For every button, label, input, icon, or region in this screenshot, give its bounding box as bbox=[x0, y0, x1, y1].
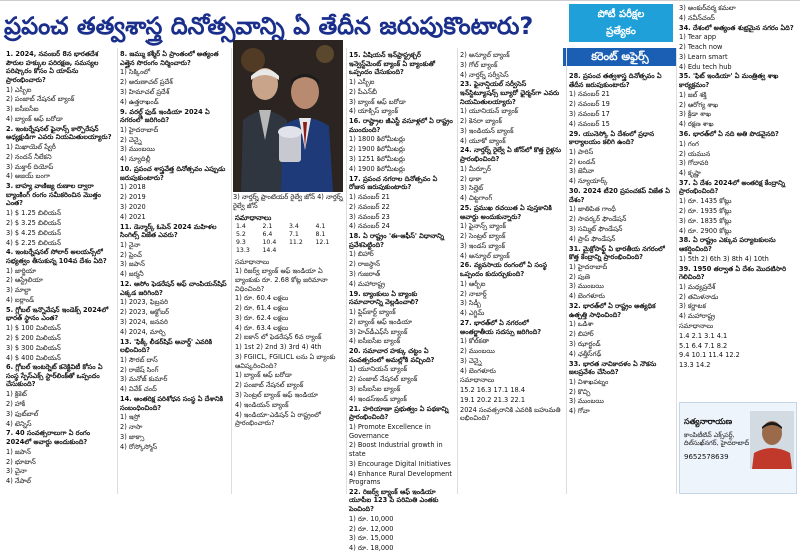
text-line: 3) 2020 bbox=[120, 202, 146, 211]
text-line: 4) అజయ్ బంగా bbox=[6, 172, 50, 181]
text-line: 3) గోల్ బ్యాంక్ bbox=[460, 60, 498, 69]
text-line: 3) హెచ్‌డీఎఫ్‌సీ బ్యాంక్ bbox=[349, 327, 408, 336]
author-card bbox=[679, 402, 797, 494]
text-line: 1) బిహార్ bbox=[349, 250, 374, 259]
text-line: 24. నార్తర్న్ రైల్వే ఏ జోన్‌లో కొత్త రైళ్లను ప్రారంభించింది? bbox=[460, 146, 562, 164]
text-line: 5. గ్లోబల్ ఇన్నొవేషన్ ఇండెక్స్ 2024లో భారత్ స్థానం ఎంత? bbox=[6, 305, 109, 323]
text-line: 7. 40 సంవత్సరాలుగా ఏ రంగం 2024లో అవార్డు అందుకుంది? bbox=[6, 429, 91, 446]
text-line: 3) మనోజ్ కుమార్ bbox=[120, 375, 168, 384]
column-4 bbox=[349, 51, 453, 553]
photo-caption: 3) నార్తర్న్ ఫ్రాంటియర్ రైల్వే జోన్ 4) నార్తర్న్ రైల్వే జోన్ bbox=[233, 193, 343, 210]
text-line: 3) ఇండస్ బ్యాంక్ bbox=[460, 241, 506, 250]
answer-row bbox=[235, 231, 341, 239]
text-line: 4) $ 400 మిలియన్ bbox=[6, 353, 61, 362]
special-box-line2: ప్రత్యేకం bbox=[606, 26, 636, 37]
text-line: 3) నవంబర్ 23 bbox=[349, 212, 390, 221]
text-line: 2) 2023, అక్టోబర్ bbox=[120, 308, 170, 317]
text-line: 4) ఉత్తరాఖండ్ bbox=[120, 97, 159, 106]
text-line: 2) $ 3.25 బిలియన్ bbox=[6, 218, 61, 227]
award-photo-illustration bbox=[233, 40, 343, 192]
column-7 bbox=[679, 4, 797, 399]
column-5 bbox=[460, 51, 564, 495]
text-line: 1) జార్జియా bbox=[6, 266, 37, 275]
text-line: 1) విశాఖపట్నం bbox=[569, 377, 609, 386]
text-line: 4) రోస్కోస్మోస్ bbox=[120, 442, 158, 451]
text-line: 3) ఫుట్‌బాల్ bbox=[6, 409, 39, 418]
text-line: 11. డెన్మార్క్ ఓపెన్ 2024 మహిళల సింగిల్స్ విజేత ఎవరు? bbox=[120, 222, 217, 240]
text-line: 4) రూ. 18,000 bbox=[349, 544, 394, 553]
text-line: 1) జాతిపిత గాంధీ bbox=[569, 205, 616, 214]
text-line: 2) $ 200 మిలియన్ bbox=[6, 333, 61, 342]
text-line: 9. వరల్డ్ ఫుడ్ ఇండియా 2024 ఏ నగరంలో జరిగింది? bbox=[120, 107, 210, 125]
text-line: 2) అరుణాచల్ ప్రదేశ్ bbox=[120, 78, 173, 87]
answer-cell bbox=[315, 247, 342, 255]
special-box-line1: పోటీ పరీక్షల bbox=[597, 9, 645, 20]
text-line: 1) ఎస్బీఐ bbox=[6, 85, 32, 94]
text-line: 1) సౌరబ్ దాస్ bbox=[120, 355, 158, 364]
answer-cell: 5.2 bbox=[236, 230, 246, 238]
answer-cell: 7.1 bbox=[289, 230, 299, 238]
text-line: 4) వివేక్ చంద్ bbox=[120, 385, 157, 394]
answer-row bbox=[235, 247, 341, 255]
text-line: 4) నవంబర్ 15 bbox=[569, 119, 610, 128]
text-line: 3) సిడ్బీ bbox=[460, 299, 481, 308]
answer-cell: 8.1 bbox=[315, 230, 326, 238]
text-line: 2) పీఎన్‌బీ bbox=[349, 87, 377, 96]
text-line: 4) బెంగళూరు bbox=[569, 292, 605, 301]
text-line: 1) నవంబర్ 21 bbox=[569, 90, 610, 99]
text-line: 4) ఇండస్‌ఇండ్ బ్యాంక్ bbox=[349, 394, 407, 403]
text-line: 4) నార్తర్న్ సర్వీసెస్ bbox=[460, 70, 509, 79]
answer-row bbox=[235, 223, 341, 231]
avatar-illustration bbox=[750, 411, 794, 469]
text-line: 3) Encourage Digital Initiatives bbox=[349, 459, 451, 468]
answer-cell: 13.3 bbox=[236, 246, 250, 254]
text-line: 2) చెన్నై bbox=[120, 135, 142, 144]
text-line: 3) ముంబయి bbox=[569, 282, 604, 291]
text-line: 2) నవంబర్ 22 bbox=[349, 202, 390, 211]
text-line: 3) ఐసీఐసీఐ బ్యాంక్ bbox=[349, 385, 401, 394]
answer-cell: 4.1 bbox=[315, 222, 326, 230]
text-line: 18. ఏ రాష్ట్రం 'ఈ-ఆఫీస్' విధానాన్ని ప్రవేశపెట్టింది? bbox=[349, 232, 445, 249]
column-divider bbox=[676, 48, 677, 494]
text-line: 2) యమున bbox=[679, 149, 711, 158]
text-line: 3) సిల్హెట్ bbox=[460, 184, 484, 193]
text-line: 4) 2021 bbox=[120, 212, 146, 221]
text-line: 2024 సంవత్సరానికి ఎవరికి బహుమతి లభించింది? bbox=[460, 405, 561, 423]
text-line: 2) హాకీ bbox=[6, 400, 26, 409]
author-avatar bbox=[750, 411, 794, 469]
text-line: 3) ఇండియన్ బ్యాంక్ bbox=[460, 126, 514, 135]
answer-cell: 12.1 bbox=[315, 238, 330, 246]
text-line: సమాధానాలు bbox=[460, 376, 495, 385]
answer-cell bbox=[288, 247, 315, 255]
text-line: 21. హరియాణా ప్రభుత్వం ఏ పథకాన్ని ప్రారంభించింది? bbox=[349, 404, 449, 422]
text-line: 2) ఆస్ట్రేలియా bbox=[6, 276, 43, 285]
text-line: 2) పంజాబ్ నేషనల్ బ్యాంక్ bbox=[349, 375, 418, 384]
text-line: 38. ఏ రాష్ట్రం ఎక్కువ పర్యాటకులను ఆకర్షించింది? bbox=[679, 236, 776, 253]
text-line: 1) Tear app bbox=[679, 33, 717, 42]
answer-cell: 6.4 bbox=[262, 230, 273, 238]
text-line: 1) బ్యాంక్ ఆఫ్ బరోడా bbox=[235, 371, 292, 380]
answer-cell: 1.4 bbox=[236, 222, 246, 230]
text-line: 4) యూకో బ్యాంక్ bbox=[460, 136, 506, 145]
text-line: 1) ఫ్లిప్‌కార్ట్ బ్యాంక్ bbox=[349, 307, 396, 316]
text-line: 3) చైనా bbox=[6, 467, 27, 476]
text-line: సమాధానాలు bbox=[235, 257, 270, 266]
text-line: 2) ఫ్రెంచ్ bbox=[120, 250, 142, 259]
text-line: 2) రాజస్థాన్ bbox=[349, 260, 381, 269]
text-line: 26. వ్యవసాయ రంగంలో ఏ సంస్థ ఒప్పందం కుదుర్చుకుంది? bbox=[460, 261, 547, 279]
text-line: 1) నవంబర్ 21 bbox=[349, 192, 390, 201]
text-line: 2) ఆరోగ్య శాఖ bbox=[679, 100, 719, 109]
text-line: 2) నందన్ నీలేకని bbox=[6, 152, 52, 161]
special-box bbox=[569, 4, 673, 64]
text-line: 32. భారత్‌లో ఏ రాష్ట్రం అత్యధిక ఉత్పత్తి సాధించింది? bbox=[569, 302, 656, 319]
text-line: 4) మహారాష్ట్ర bbox=[679, 312, 715, 321]
text-line: 3) ముంబయి bbox=[569, 397, 604, 406]
text-line: 30. 2024 టీ20 ప్రపంచకప్ విజేత ఏ దేశం? bbox=[569, 187, 670, 204]
text-line: 1) 1st 2) 2nd 3) 3rd 4) 4th bbox=[235, 343, 322, 352]
text-line: 3) జెనీవా bbox=[569, 167, 595, 176]
text-line: 4) $ 2.25 బిలియన్ bbox=[6, 238, 61, 247]
text-line: 4) మహారాష్ట్ర bbox=[349, 279, 385, 288]
text-line: 37. ఏ దేశం 2024లో అంతరిక్ష కేంద్రాన్ని ప్రారంభించింది? bbox=[679, 178, 786, 196]
text-line: 4) రూ. 63.4 లక్షలు bbox=[235, 323, 289, 332]
text-line: 2) నాబార్డ్ bbox=[460, 289, 487, 298]
text-line: 1) రిజర్వ్ బ్యాంక్ ఆఫ్ ఇండియా ఏ బ్యాంకుకు రూ. 2.68 కోట్ల జరిమానా విధించింది? bbox=[235, 267, 328, 293]
text-line: 1) కోల్‌కతా bbox=[460, 337, 490, 346]
text-line: 4) న్యూయార్క్ bbox=[569, 177, 608, 186]
text-line: 1) ఇస్రో bbox=[120, 413, 141, 422]
text-line: 2) Teach now bbox=[679, 43, 723, 52]
author-name: సత్యనారాయణ bbox=[684, 417, 733, 426]
page-headline: ప్రపంచ తత్వశాస్త్ర దినోత్సవాన్ని ఏ తేదీన జరుపుకొంటారు? bbox=[4, 12, 534, 40]
text-line: 3) జాక్సా bbox=[120, 432, 145, 441]
text-line: 3) $ 4.25 బిలియన్ bbox=[6, 228, 61, 237]
text-line: 4) కృష్ణా bbox=[679, 169, 701, 178]
text-line: 2) రూ. 12,000 bbox=[349, 524, 394, 533]
text-line: 1) మధ్యప్రదేశ్ bbox=[679, 282, 716, 291]
text-line: 1) రూ. 60.4 లక్షలు bbox=[235, 294, 289, 303]
text-line: 1) Promote Excellence in Governance bbox=[349, 422, 431, 440]
text-line: 36. భారత్‌లో ఏ నది అతి పొడవైనది? bbox=[679, 129, 779, 138]
author-phone: 9652578639 bbox=[684, 453, 729, 461]
text-line: 4) నవీన్‌చంద్ bbox=[679, 13, 715, 22]
answer-cell: 9.3 bbox=[236, 238, 246, 246]
text-line: 10. ప్రపంచ శాస్త్రవేత్త దినోత్సవం ఎప్పుడు జరుపుకుంటారు? bbox=[120, 165, 226, 182]
text-line: 2) ఐకాన్ లో ఫెడరేషన్ 6వ ర్యాంక్ bbox=[235, 333, 322, 342]
text-line: 2) కొచ్చి bbox=[569, 387, 591, 396]
answer-cell: 3.4 bbox=[289, 222, 299, 230]
text-line: 2) బిహార్ bbox=[569, 330, 594, 339]
text-line: 3) FGIICL, FGILICL లను ఏ బ్యాంకు ఆవిష్కరించింది? bbox=[235, 353, 336, 370]
text-line: 3) అంకుర్‌వర్మ కమలా bbox=[679, 4, 736, 12]
text-line: 1) $ 100 మిలియన్ bbox=[6, 324, 61, 333]
text-line: 1) $ 1.25 బిలియన్ bbox=[6, 209, 61, 218]
text-line: 4) 2024, మార్చి bbox=[120, 327, 166, 336]
text-line: 3) రూ. 1835 కోట్లు bbox=[679, 216, 732, 225]
column-6 bbox=[569, 72, 673, 494]
top-border bbox=[0, 0, 800, 1]
text-line: 1) నైనా bbox=[120, 240, 141, 249]
text-line: 34. దేశంలో అత్యంత శుభ్రమైన నగరం ఏది? bbox=[679, 23, 794, 32]
column-divider bbox=[231, 48, 232, 494]
text-line: 3) రూ. 62.4 లక్షలు bbox=[235, 313, 289, 322]
text-line: 5.1 6.4 7.1 8.2 bbox=[679, 341, 728, 350]
text-line: 4) రక్షణ శాఖ bbox=[679, 120, 714, 129]
text-line: 2) సావర్కర్ ఫౌండేషన్ bbox=[569, 215, 627, 224]
text-line: 1) క్రికెట్ bbox=[6, 390, 27, 399]
text-line: 2) పంజాబ్ నేషనల్ బ్యాంక్ bbox=[235, 381, 304, 390]
text-line: 3) బ్యాంక్ ఆఫ్ బరోడా bbox=[349, 97, 406, 106]
text-line: 25. ప్రముఖ రచయిత ఏ పుస్తకానికి అవార్డు అందుకున్నారు? bbox=[460, 203, 552, 221]
column-1 bbox=[6, 50, 114, 494]
text-line: 4) ప్రాప్ ఫౌండేషన్ bbox=[569, 234, 616, 243]
text-line: 3) కర్ణాటక bbox=[679, 302, 707, 311]
text-line: 39. 1950 తర్వాత ఏ దేశం మొదటిసారి గెలిచింది? bbox=[679, 264, 786, 282]
text-line: 17. ప్రపంచ నగరాల దినోత్సవం ఏ రోజున జరుపుకుంటారు? bbox=[349, 174, 438, 192]
text-line: 4) యాక్సిస్ బ్యాంక్ bbox=[349, 107, 399, 116]
text-line: 8. జమ్ము కశ్మీర్ ఏ ప్రాంతంలో అత్యంత ఎత్తైన సొరంగం నిర్మించారు? bbox=[120, 50, 219, 67]
column-2 bbox=[120, 50, 228, 494]
text-line: 1) ఫైనాన్స్ బ్యాంక్ bbox=[460, 222, 506, 231]
text-line: 2) ఢాకా bbox=[460, 174, 482, 183]
text-line: 4) నేపాల్ bbox=[6, 477, 31, 486]
text-line: 2) నాసా bbox=[120, 423, 143, 432]
answer-cell: 2.1 bbox=[262, 222, 273, 230]
text-line: 2. ఇంటర్నేషనల్ ఫైనాన్స్ కార్పొరేషన్ అధ్యక్షుడిగా ఎవరు నియమితులయ్యారు? bbox=[6, 124, 112, 142]
text-line: 6. గ్లోబల్ ఇంటర్నెట్ కనెక్టివిటీ కోసం ఏ సంస్థ స్పేస్‌ఎక్స్ స్టార్‌లింక్‌తో ఒప్పందం చేసుకుంది? bbox=[6, 363, 103, 389]
text-line: 1) గంగ bbox=[679, 139, 699, 148]
text-line: 4) ఐసీఐసీఐ బ్యాంక్ bbox=[349, 337, 401, 346]
text-line: 4) ఛత్తీస్‌గఢ్ bbox=[569, 349, 602, 358]
text-line: 23. ఫైనాన్షియల్ సర్వీసెస్ ఇన్‌స్టిట్యూషన్స్ బ్యూరో ఛైర్మన్‌గా ఎవరు నియమితులయ్యారు? bbox=[460, 80, 560, 106]
text-line: 1) హైదరాబాద్ bbox=[569, 262, 608, 271]
text-line: 3) గోదావరి bbox=[679, 159, 709, 168]
text-line: 15.2 16.3 17.1 18.4 bbox=[460, 386, 526, 395]
text-line: 4) టెన్నిస్ bbox=[6, 419, 32, 428]
text-line: 4) బ్యాంక్ ఆఫ్ బరోడా bbox=[6, 114, 63, 123]
text-line: 4) ఎగ్జిమ్ bbox=[460, 309, 485, 318]
answer-row bbox=[235, 239, 341, 247]
text-line: 29. యునెస్కో ఏ దేశంలో ప్రధాన కార్యాలయం కలిగి ఉంది? bbox=[569, 129, 655, 147]
column-divider bbox=[346, 48, 347, 494]
author-role: కాంపిటీటివ్ ఎక్స్‌పర్ట్, దిల్‌సుఖ్‌నగర్, హైదరాబాద్ bbox=[684, 431, 750, 447]
text-line: 1) సిక్కింలో bbox=[120, 68, 151, 77]
text-line: 2) Boost Industrial growth in state bbox=[349, 441, 443, 458]
text-line: 19.1 20.2 21.3 22.1 bbox=[460, 396, 526, 404]
text-line: సమాధానాలు bbox=[679, 322, 714, 331]
text-line: 1) జల్ శక్తి bbox=[679, 90, 707, 99]
text-line: 19. బ్యాంకులు ఏ బ్యాంకు సమాచారాన్ని వెల్లడించాలి? bbox=[349, 289, 419, 307]
text-line: 28. ప్రపంచ తత్వశాస్త్ర దినోత్సవం ఏ తేదీన జరుపుకుంటారు? bbox=[569, 72, 662, 89]
text-line: 2) సెంట్రల్ బ్యాంక్ bbox=[460, 232, 506, 241]
text-line: 14. అంతరిక్ష పరిశోధన సంస్థ ఏ దేశానికి సంబంధించింది? bbox=[120, 395, 224, 412]
text-line: 1) రూ. 10,000 bbox=[349, 514, 394, 523]
text-line: 4) 1900 కిలోమీటర్లు bbox=[349, 164, 406, 173]
text-line: 20. సమాచార హక్కు చట్టం ఏ సంవత్సరంలో అమల్లోకి వచ్చింది? bbox=[349, 347, 435, 364]
answer-cell: 11.2 bbox=[289, 238, 303, 246]
text-line: 4. ఇంటర్నేషనల్ సోలార్ అలయన్స్‌లో సభ్యత్వం తీసుకున్న 104వ దేశం ఏది? bbox=[6, 248, 107, 265]
column-divider bbox=[117, 48, 118, 494]
text-line: 1) మిఖాయెల్ ష్వేరీ bbox=[6, 143, 56, 152]
text-line: 2) నవంబర్ 19 bbox=[569, 100, 610, 109]
text-line: 33. భారత నావికాదళం ఏ నౌకను జలప్రవేశం చేసింది? bbox=[569, 359, 657, 377]
text-line: 3) $ 300 మిలియన్ bbox=[6, 343, 61, 352]
text-line: 12. అసోం ఫెడరేషన్ ఆఫ్ చాంపియన్‌షిప్ ఎక్కడ జరిగింది? bbox=[120, 280, 227, 297]
text-line: 3) మక్తార్ దియోప్ bbox=[6, 162, 54, 171]
text-line: 4) న్యూదిల్లీ bbox=[120, 155, 151, 164]
text-line: 1) 2018 bbox=[120, 183, 146, 192]
text-line: 3) చెన్నై bbox=[460, 356, 482, 365]
text-line: 16. రాష్ట్రాల జీఎస్టీ వసూళ్లలో ఏ రాష్ట్రం ముందుంది? bbox=[349, 117, 453, 134]
text-line: 1) జపాన్ bbox=[6, 447, 31, 456]
text-line: 1) ఆర్బీఐ bbox=[460, 279, 486, 288]
text-line: 3) గుజరాత్ bbox=[349, 270, 381, 279]
text-line: 3. బాహ్య వాణిజ్య రుణాల ద్వారా బ్యాంకింగ్ రంగం సమీకరించిన మొత్తం ఎంత? bbox=[6, 182, 101, 208]
text-line: 31. మైక్రోసాఫ్ట్ ఏ భారతీయ నగరంలో కొత్త కేంద్రాన్ని ప్రారంభించింది? bbox=[569, 244, 665, 262]
text-line: 2) బ్యాంక్ ఆఫ్ ఇండియా bbox=[349, 317, 413, 326]
text-line: 4) అన్యూల్ బ్యాంక్ bbox=[460, 251, 510, 260]
text-line: 3) ముంబయి bbox=[120, 145, 155, 154]
text-line: 3) సమ్మిట్ ఫౌండేషన్ bbox=[569, 224, 623, 233]
column-divider bbox=[457, 48, 458, 494]
text-line: 13. 'ఫిక్కీ లీడర్‌షిప్ అవార్డ్' ఎవరికి లభించింది? bbox=[120, 337, 213, 355]
text-line: 2) రూ. 61.4 లక్షలు bbox=[235, 304, 289, 313]
text-line: 4) ఇండియన్ బ్యాంక్ bbox=[235, 400, 289, 409]
answers-table bbox=[235, 223, 341, 255]
text-line: 2) రూ. 1935 కోట్లు bbox=[679, 207, 732, 216]
text-line: 4) నవంబర్ 24 bbox=[349, 222, 390, 231]
text-line: 13.3 14.2 bbox=[679, 361, 711, 370]
text-line: 3) 1251 కిలోమీటర్లు bbox=[349, 155, 406, 164]
text-line: 1) ఎస్బీఐ bbox=[349, 77, 375, 86]
text-line: 1) పారిస్ bbox=[569, 147, 594, 156]
text-line: 4) జర్మనీ bbox=[120, 270, 144, 279]
current-affairs-banner: కరెంట్ అఫైర్స్ bbox=[563, 48, 677, 66]
text-line: 2) కెనరా బ్యాంక్ bbox=[460, 117, 502, 126]
text-line: 2) అన్యూల్ బ్యాంక్ bbox=[460, 51, 510, 59]
text-line: 1) 5th 2) 6th 3) 8th 4) 10th bbox=[679, 254, 769, 263]
text-line: 3) 2024, జనవరి bbox=[120, 317, 168, 326]
text-line: 3) జపాన్ bbox=[120, 260, 145, 269]
answer-cell: 14.4 bbox=[262, 246, 277, 254]
text-line: 1) మీర్పూర్ bbox=[460, 164, 491, 173]
text-line: 3) హిమాచల్ ప్రదేశ్ bbox=[120, 87, 170, 96]
text-line: 2) పుణె bbox=[569, 272, 590, 281]
answer-cell: 10.4 bbox=[262, 238, 277, 246]
text-line: 15. ఏషియన్ ఇన్‌ఫ్రాస్ట్రక్చర్ ఇన్వెస్ట్‌మెంట్ బ్యాంక్ ఏ బ్యాంకుతో ఒప్పందం చేసుకుంది? bbox=[349, 51, 435, 77]
text-line: 2) భూటాన్ bbox=[6, 457, 36, 466]
text-line: 27. భారత్‌లో ఏ నగరంలో అంతర్జాతీయ సదస్సు జరిగింది? bbox=[460, 318, 542, 336]
text-line: 22. రిజర్వ్ బ్యాంక్ ఆఫ్ ఇండియా యూపీఐ 123 పే పరిమితి ఎంతకు పెంచింది? bbox=[349, 487, 439, 514]
text-line: 3) క్రీడా శాఖ bbox=[679, 110, 711, 119]
text-line: 3) నవంబర్ 17 bbox=[569, 109, 610, 118]
text-line: 3) Learn smart bbox=[679, 52, 728, 61]
text-line: 4) చిట్టగాంగ్ bbox=[460, 194, 493, 203]
text-line: 1.4 2.1 3.1 4.1 bbox=[679, 331, 728, 340]
answers-title: సమాధానాలు bbox=[235, 214, 272, 222]
text-line: 3) ఝార్ఖండ్ bbox=[569, 339, 601, 348]
text-line: 2) పంజాబ్ నేషనల్ బ్యాంక్ bbox=[6, 95, 75, 104]
text-line: 1) హైదరాబాద్ bbox=[120, 125, 159, 134]
text-line: 1) రూ. 1435 కోట్లు bbox=[679, 197, 732, 206]
text-line: 1) 1800 కిలోమీటర్లు bbox=[349, 135, 406, 144]
text-line: 1) ఒడిశా bbox=[569, 320, 594, 329]
text-line: 2) రాజేష్ సింగ్ bbox=[120, 365, 159, 374]
text-line: 2) లండన్ bbox=[569, 157, 596, 166]
text-line: 1) యూనియన్ బ్యాంక్ bbox=[349, 365, 408, 374]
text-line: 4) Enhance Rural Development Programs bbox=[349, 469, 452, 487]
text-line: 3) మాల్టా bbox=[6, 286, 31, 295]
column-divider bbox=[566, 48, 567, 494]
text-line: 9.4 10.1 11.4 12.2 bbox=[679, 351, 740, 360]
text-line: 4) ఐర్లాండ్ bbox=[6, 296, 34, 304]
text-line: 4) గోవా bbox=[569, 407, 590, 416]
text-line: 4) రూ. 2900 కోట్లు bbox=[679, 226, 732, 235]
column-3 bbox=[235, 212, 341, 494]
text-line: 2) తమిళనాడు bbox=[679, 292, 719, 301]
text-line: 4) Edu tech hub bbox=[679, 62, 732, 71]
text-line: 2) 2019 bbox=[120, 193, 146, 202]
award-photo bbox=[233, 40, 343, 192]
text-line: 4) ఇండియా-ఎడిషన్ ఏ రాష్ట్రంలో ప్రారంభించారు? bbox=[235, 410, 321, 428]
text-line: 2) ముంబయి bbox=[460, 347, 495, 356]
special-box-top bbox=[569, 4, 673, 42]
text-line: 1) 2023, ఫిబ్రవరి bbox=[120, 298, 169, 307]
text-line: 3) రూ. 15,000 bbox=[349, 534, 394, 543]
text-line: 1. 2024, నవంబర్ 8న భారతదేశ పౌరుల హక్కుల పరిరక్షణ, సమస్యల పరిష్కారం కోసం ఏ యాప్‌ను ప్రారంభించారు? bbox=[6, 50, 99, 84]
text-line: 4) బెంగళూరు bbox=[460, 366, 496, 375]
column-3-body bbox=[235, 258, 341, 428]
text-line: 35. 'ఫిట్ ఇండియా' ఏ మంత్రిత్వ శాఖ కార్యక్రమం? bbox=[679, 72, 779, 90]
text-line: 3) సెంట్రల్ బ్యాంక్ ఆఫ్ ఇండియా bbox=[235, 390, 318, 399]
text-line: 1) యూనియన్ బ్యాంక్ bbox=[460, 107, 519, 116]
text-line: 3) ఐసీఐసీఐ bbox=[6, 105, 39, 114]
text-line: 2) 1900 కిలోమీటర్లు bbox=[349, 145, 406, 154]
